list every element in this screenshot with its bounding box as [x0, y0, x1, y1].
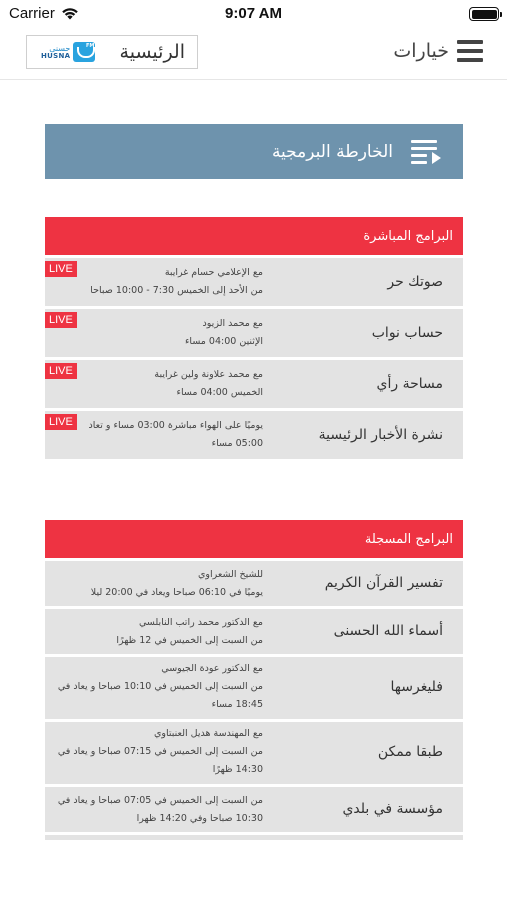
- status-time: 9:07 AM: [225, 5, 282, 22]
- live-program-row[interactable]: [45, 360, 463, 408]
- logo-english-text: HUSNA: [41, 51, 71, 60]
- program-title: تفسير القرآن الكريم: [324, 574, 443, 591]
- recorded-program-row[interactable]: [45, 657, 463, 719]
- program-details: [53, 725, 263, 779]
- program-host: مع محمد علاونة ولين غرايبة: [154, 369, 263, 380]
- recorded-program-row[interactable]: [45, 787, 463, 832]
- carrier-label: Carrier: [9, 5, 55, 22]
- options-label: خيارات: [393, 40, 449, 62]
- program-detail-line: من السبت إلى الخميس في 07:15 صباحا و يعاد في: [57, 746, 263, 757]
- hamburger-menu-icon: [457, 40, 483, 62]
- playlist-icon: [411, 139, 441, 165]
- program-title: أسماء الله الحسنى: [333, 622, 443, 639]
- program-details: [53, 315, 263, 351]
- live-badge: LIVE: [45, 312, 77, 328]
- program-details: [53, 614, 263, 650]
- program-detail-line: 10:30 صباحا وفي 14:20 ظهرا: [136, 813, 263, 824]
- live-programs-section: [45, 217, 463, 459]
- live-program-row[interactable]: [45, 411, 463, 459]
- live-program-row[interactable]: [45, 309, 463, 357]
- program-title: صوتك حر: [387, 274, 443, 290]
- battery-icon: [469, 7, 499, 21]
- program-host: مع محمد الزيود: [202, 318, 263, 329]
- recorded-program-row[interactable]: [45, 835, 463, 840]
- logo-arabic-text: حسنى: [49, 43, 71, 53]
- recorded-program-row[interactable]: [45, 609, 463, 654]
- live-badge: LIVE: [45, 363, 77, 379]
- program-details: [53, 417, 263, 453]
- logo-mark-icon: [73, 42, 95, 62]
- program-detail-line: من السبت إلى الخميس في 07:05 صباحا و يعاد في: [57, 795, 263, 806]
- program-host: مع الإعلامي حسام غرايبة: [164, 267, 263, 278]
- program-detail-line: من السبت إلى الخميس في 12 ظهرًا: [116, 635, 263, 646]
- program-details: [53, 264, 263, 300]
- program-detail-line: 14:30 ظهرًا: [212, 764, 263, 775]
- home-button[interactable]: [26, 35, 198, 69]
- recorded-programs-header: البرامج المسجلة: [45, 520, 463, 558]
- live-program-row[interactable]: [45, 258, 463, 306]
- program-title: مساحة رأي: [376, 376, 443, 392]
- program-time: 05:00 مساء: [211, 438, 263, 449]
- recorded-programs-section: [45, 520, 463, 840]
- program-title: طبقا ممكن: [377, 744, 443, 760]
- live-programs-header: البرامج المباشرة: [45, 217, 463, 255]
- program-time: الخميس 04:00 مساء: [176, 387, 263, 398]
- program-detail-line: مع المهندسة هديل العنبتاوي: [154, 728, 263, 739]
- options-button[interactable]: [393, 40, 483, 62]
- program-title: فليغرسها: [390, 679, 443, 695]
- program-host: يوميًا على الهواء مباشرة 03:00 مساء و تعاد: [88, 420, 263, 431]
- recorded-program-row[interactable]: [45, 722, 463, 784]
- program-detail-line: من السبت إلى الخميس في 10:10 صباحا و يعاد في: [57, 681, 263, 692]
- program-details: [53, 366, 263, 402]
- program-title: حساب نواب: [371, 325, 443, 341]
- program-title: نشرة الأخبار الرئيسية: [318, 427, 443, 443]
- program-detail-line: يوميًا في 06:10 صباحا ويعاد في 20:00 ليلا: [90, 587, 263, 598]
- home-label: الرئيسية: [119, 41, 185, 63]
- nav-bar: [0, 28, 507, 80]
- program-detail-line: للشيخ الشعراوي: [197, 569, 263, 580]
- program-details: [53, 660, 263, 714]
- husna-logo: [41, 42, 95, 62]
- program-schedule-button[interactable]: [45, 124, 463, 179]
- live-badge: LIVE: [45, 414, 77, 430]
- program-title: مؤسسة في بلدي: [342, 800, 443, 817]
- program-detail-line: مع الدكتور محمد راتب النابلسي: [138, 617, 263, 628]
- program-details: [53, 792, 263, 828]
- logo-fm-text: FM: [85, 43, 95, 49]
- program-detail-line: مع الدكتور عودة الجيوسي: [161, 663, 263, 674]
- program-detail-line: 18:45 مساء: [211, 699, 263, 710]
- recorded-program-row[interactable]: [45, 561, 463, 606]
- live-badge: LIVE: [45, 261, 77, 277]
- status-bar: [0, 0, 507, 28]
- program-details: [53, 566, 263, 602]
- program-schedule-label: الخارطة البرمجية: [271, 141, 393, 162]
- program-time: الإثنين 04:00 مساء: [184, 336, 263, 347]
- program-time: من الأحد إلى الخميس 7:30 - 10:00 صباحا: [90, 285, 263, 296]
